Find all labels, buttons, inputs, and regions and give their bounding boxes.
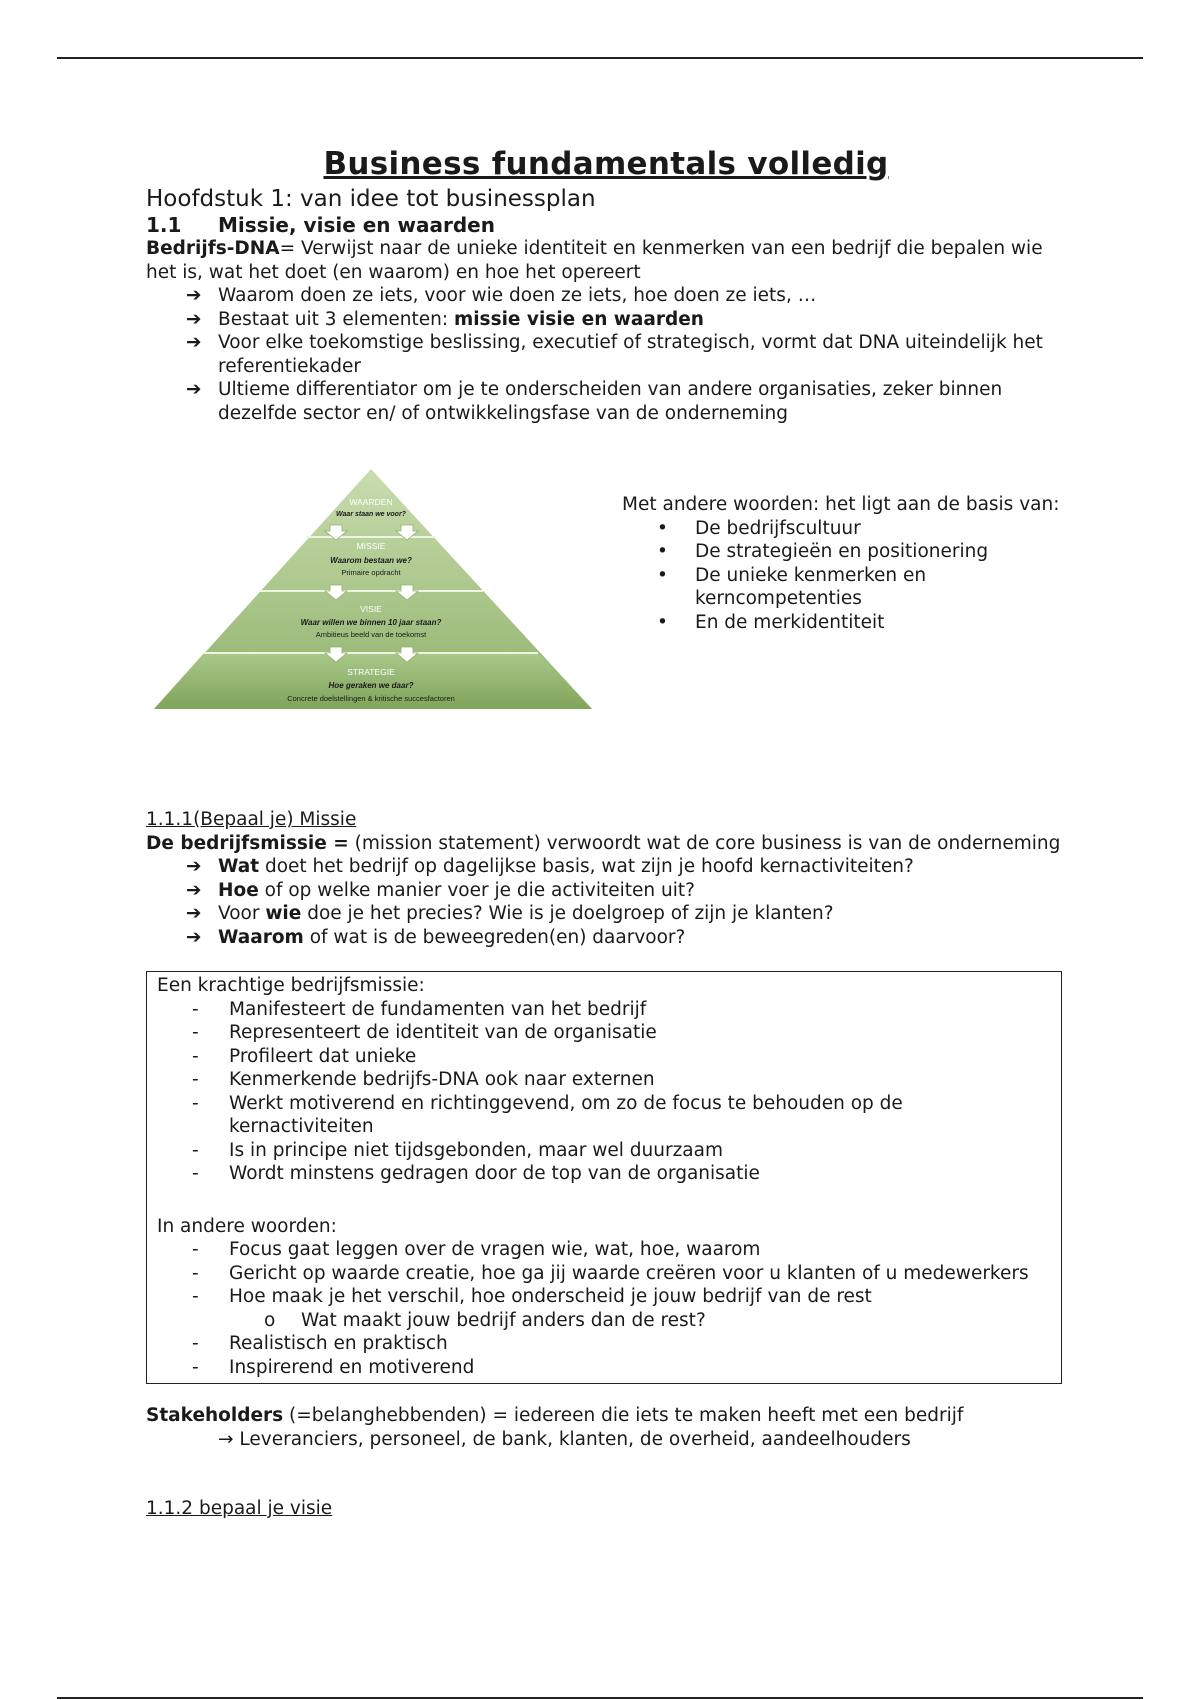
spacer <box>157 1186 1051 1215</box>
dash-bullet: - <box>192 1286 199 1307</box>
bullet-icon: • <box>657 611 668 633</box>
mission-term: De bedrijfsmissie = <box>146 832 349 854</box>
list-item-bold: Waarom <box>218 926 304 948</box>
arrow-icon: ➔ <box>186 379 202 400</box>
arrow-icon: → <box>218 1428 234 1450</box>
bottom-rule <box>57 1697 1143 1699</box>
top-rule <box>57 57 1143 59</box>
list-item <box>186 378 1066 425</box>
list-item <box>264 1309 1051 1333</box>
mission-question-list <box>146 855 1066 949</box>
list-item <box>192 1139 1051 1163</box>
arrow-icon: ➔ <box>186 308 202 330</box>
list-item <box>192 1162 1051 1186</box>
list-item-text: of op welke manier voer je die activiteiten uit? <box>258 879 695 901</box>
dash-bullet: - <box>192 1163 199 1184</box>
list-item-text: of wat is de beweegreden(en) daarvoor? <box>303 926 686 948</box>
arrow-icon: ➔ <box>186 856 202 877</box>
pyramid-level-note: Ambitieus beeld van de toekomst <box>315 630 427 639</box>
list-item-text: Voor elke toekomstige beslissing, executief of strategisch, vormt dat DNA uiteindelijk het referentiekader <box>218 332 1043 377</box>
list-item-bold: Wat <box>218 856 260 877</box>
pyramid-level-question: Waar staan we voor? <box>336 511 406 518</box>
pyramid-level-question: Waarom bestaan we? <box>330 556 412 565</box>
section-heading-1-1 <box>146 213 1066 237</box>
dna-definition-text: = Verwijst naar de unieke identiteit en kenmerken van een bedrijf die bepalen wie het is, wat het doet (en waarom) en hoe het opereert <box>146 238 1043 283</box>
document-title: Business fundamentals volledig <box>323 146 889 182</box>
document-page <box>146 142 1066 1521</box>
chapter-heading: Hoofdstuk 1: van idee tot businessplan <box>146 186 596 212</box>
list-item <box>186 879 1066 903</box>
stakeholders-term: Stakeholders <box>146 1405 284 1426</box>
list-item <box>657 564 1062 611</box>
box-list-other-words <box>157 1238 1051 1379</box>
list-item-bold: Hoe <box>218 879 259 901</box>
list-item <box>192 1356 1051 1380</box>
list-item-text: De unieke kenmerken en kerncompetenties <box>695 564 927 609</box>
dash-bullet: - <box>192 1069 199 1090</box>
list-item-text: Wat maakt jouw bedrijf anders dan de rest? <box>301 1309 706 1331</box>
dna-term: Bedrijfs-DNA <box>146 238 280 259</box>
arrow-icon: ➔ <box>186 332 202 353</box>
pyramid-level-question: Waar willen we binnen 10 jaar staan? <box>300 618 442 627</box>
list-item <box>192 1092 1051 1139</box>
list-item-text: Kenmerkende bedrijfs-DNA ook naar externen <box>229 1069 655 1090</box>
list-item-text: En de merkidentiteit <box>695 611 885 633</box>
list-item <box>657 517 1062 541</box>
list-item <box>657 540 1062 564</box>
list-item <box>192 1332 1051 1356</box>
list-item <box>192 1021 1051 1045</box>
dash-bullet: - <box>192 1022 199 1043</box>
list-item <box>186 331 1066 378</box>
dna-basis-panel <box>622 493 1062 634</box>
list-item <box>186 926 1066 950</box>
pyramid-level-title: VISIE <box>360 604 382 614</box>
list-item-text: Werkt motiverend en richtinggevend, om zo de focus te behouden op de kernactiviteiten <box>229 1092 903 1137</box>
list-item-text: De bedrijfscultuur <box>695 517 861 539</box>
dna-pyramid-figure <box>146 467 596 767</box>
list-item-text: Manifesteert de fundamenten van het bedrijf <box>229 998 647 1020</box>
section-number: 1.1 <box>146 213 182 237</box>
pyramid-level-title: STRATEGIE <box>347 667 395 677</box>
pyramid-level-title: WAARDEN <box>349 497 393 507</box>
section-title: Missie, visie en waarden <box>218 213 495 237</box>
box-list-criteria <box>157 998 1051 1186</box>
bullet-icon: • <box>657 564 668 586</box>
dash-bullet: - <box>192 1139 199 1161</box>
dash-bullet: - <box>192 1092 199 1114</box>
list-item-text: De strategieën en positionering <box>695 541 989 562</box>
subsection-heading-1-1-1: 1.1.1(Bepaal je) Missie <box>146 809 357 830</box>
list-item <box>192 1262 1051 1286</box>
list-item-text: Gericht op waarde creatie, hoe ga jij waarde creëren voor u klanten of u medewerkers <box>229 1262 1029 1284</box>
list-item <box>657 611 1062 635</box>
dash-bullet: - <box>192 1262 199 1284</box>
list-item-text: Voor <box>218 903 266 924</box>
stakeholders-definition-text: (=belanghebbenden) = iedereen die iets te maken heeft met een bedrijf <box>283 1405 964 1426</box>
stakeholders-list <box>146 1428 1066 1452</box>
list-item-text: Hoe maak je het verschil, hoe onderscheid je jouw bedrijf van de rest <box>229 1286 872 1307</box>
list-item-text: Ultieme differentiator om je te onderscheiden van andere organisaties, zeker binnen dezelfde sector en/ of ontwikkelingsfase van de onderneming <box>218 379 1003 424</box>
dash-bullet: - <box>192 1239 199 1260</box>
list-item-text: Representeert de identiteit van de organisatie <box>229 1022 657 1043</box>
list-item <box>192 1238 1051 1262</box>
dash-bullet: - <box>192 1333 199 1354</box>
list-item-bold: wie <box>265 903 302 924</box>
dash-bullet: - <box>192 998 199 1020</box>
list-item-text: Profileert dat unieke <box>229 1045 417 1067</box>
bullet-icon: • <box>657 541 668 562</box>
circle-bullet: o <box>264 1309 276 1331</box>
list-item <box>186 284 1066 308</box>
list-item <box>192 1285 1051 1332</box>
mission-criteria-box <box>146 971 1062 1384</box>
stakeholders-definition <box>146 1404 1066 1428</box>
bullet-icon: • <box>657 517 668 539</box>
basis-list <box>622 517 1062 635</box>
dash-bullet: - <box>192 1356 199 1378</box>
list-item-text: doet het bedrijf op dagelijkse basis, wat zijn je hoofd kernactiviteiten? <box>259 856 914 877</box>
pyramid-level-question: Hoe geraken we daar? <box>328 681 414 690</box>
list-item <box>192 998 1051 1022</box>
mission-definition <box>146 832 1066 856</box>
list-item-text: Waarom doen ze iets, voor wie doen ze iets, hoe doen ze iets, … <box>218 285 817 306</box>
list-item <box>186 855 1066 879</box>
nested-list <box>229 1309 1051 1333</box>
list-item-text: Inspirerend en motiverend <box>229 1356 475 1378</box>
stakeholders-list-text: Leveranciers, personeel, de bank, klanten, de overheid, aandeelhouders <box>239 1428 911 1450</box>
list-item-text: Focus gaat leggen over de vragen wie, wat, hoe, waarom <box>229 1239 761 1260</box>
arrow-icon: ➔ <box>186 903 202 924</box>
pyramid-figure-row <box>146 467 1066 767</box>
list-item-text: Is in principe niet tijdsgebonden, maar wel duurzaam <box>229 1139 723 1161</box>
pyramid-level-title: MISSIE <box>356 541 386 551</box>
basis-intro: Met andere woorden: het ligt aan de basis van: <box>622 494 1060 515</box>
subsection-heading-1-1-2: 1.1.2 bepaal je visie <box>146 1498 333 1519</box>
box-heading: In andere woorden: <box>157 1215 337 1237</box>
list-item-bold: missie visie en waarden <box>453 308 704 330</box>
list-item <box>186 308 1066 332</box>
list-item-text: Bestaat uit 3 elementen: <box>218 308 454 330</box>
list-item-text: doe je het precies? Wie is je doelgroep of zijn je klanten? <box>301 903 834 924</box>
list-item <box>192 1045 1051 1069</box>
dna-bullet-list <box>146 284 1066 425</box>
dash-bullet: - <box>192 1045 199 1067</box>
arrow-icon: ➔ <box>186 879 202 901</box>
mission-definition-text: (mission statement) verwoordt wat de core business is van de onderneming <box>348 832 1061 854</box>
arrow-icon: ➔ <box>186 285 202 306</box>
box-heading: Een krachtige bedrijfsmissie: <box>157 975 425 996</box>
list-item-text: Realistisch en praktisch <box>229 1333 448 1354</box>
list-item <box>192 1068 1051 1092</box>
dna-definition <box>146 237 1066 284</box>
list-item <box>186 902 1066 926</box>
arrow-icon: ➔ <box>186 926 202 948</box>
pyramid-level-note: Primaire opdracht <box>341 568 401 577</box>
list-item-text: Wordt minstens gedragen door de top van de organisatie <box>229 1163 760 1184</box>
pyramid-level-note: Concrete doelstellingen & kritische succesfactoren <box>287 694 455 703</box>
